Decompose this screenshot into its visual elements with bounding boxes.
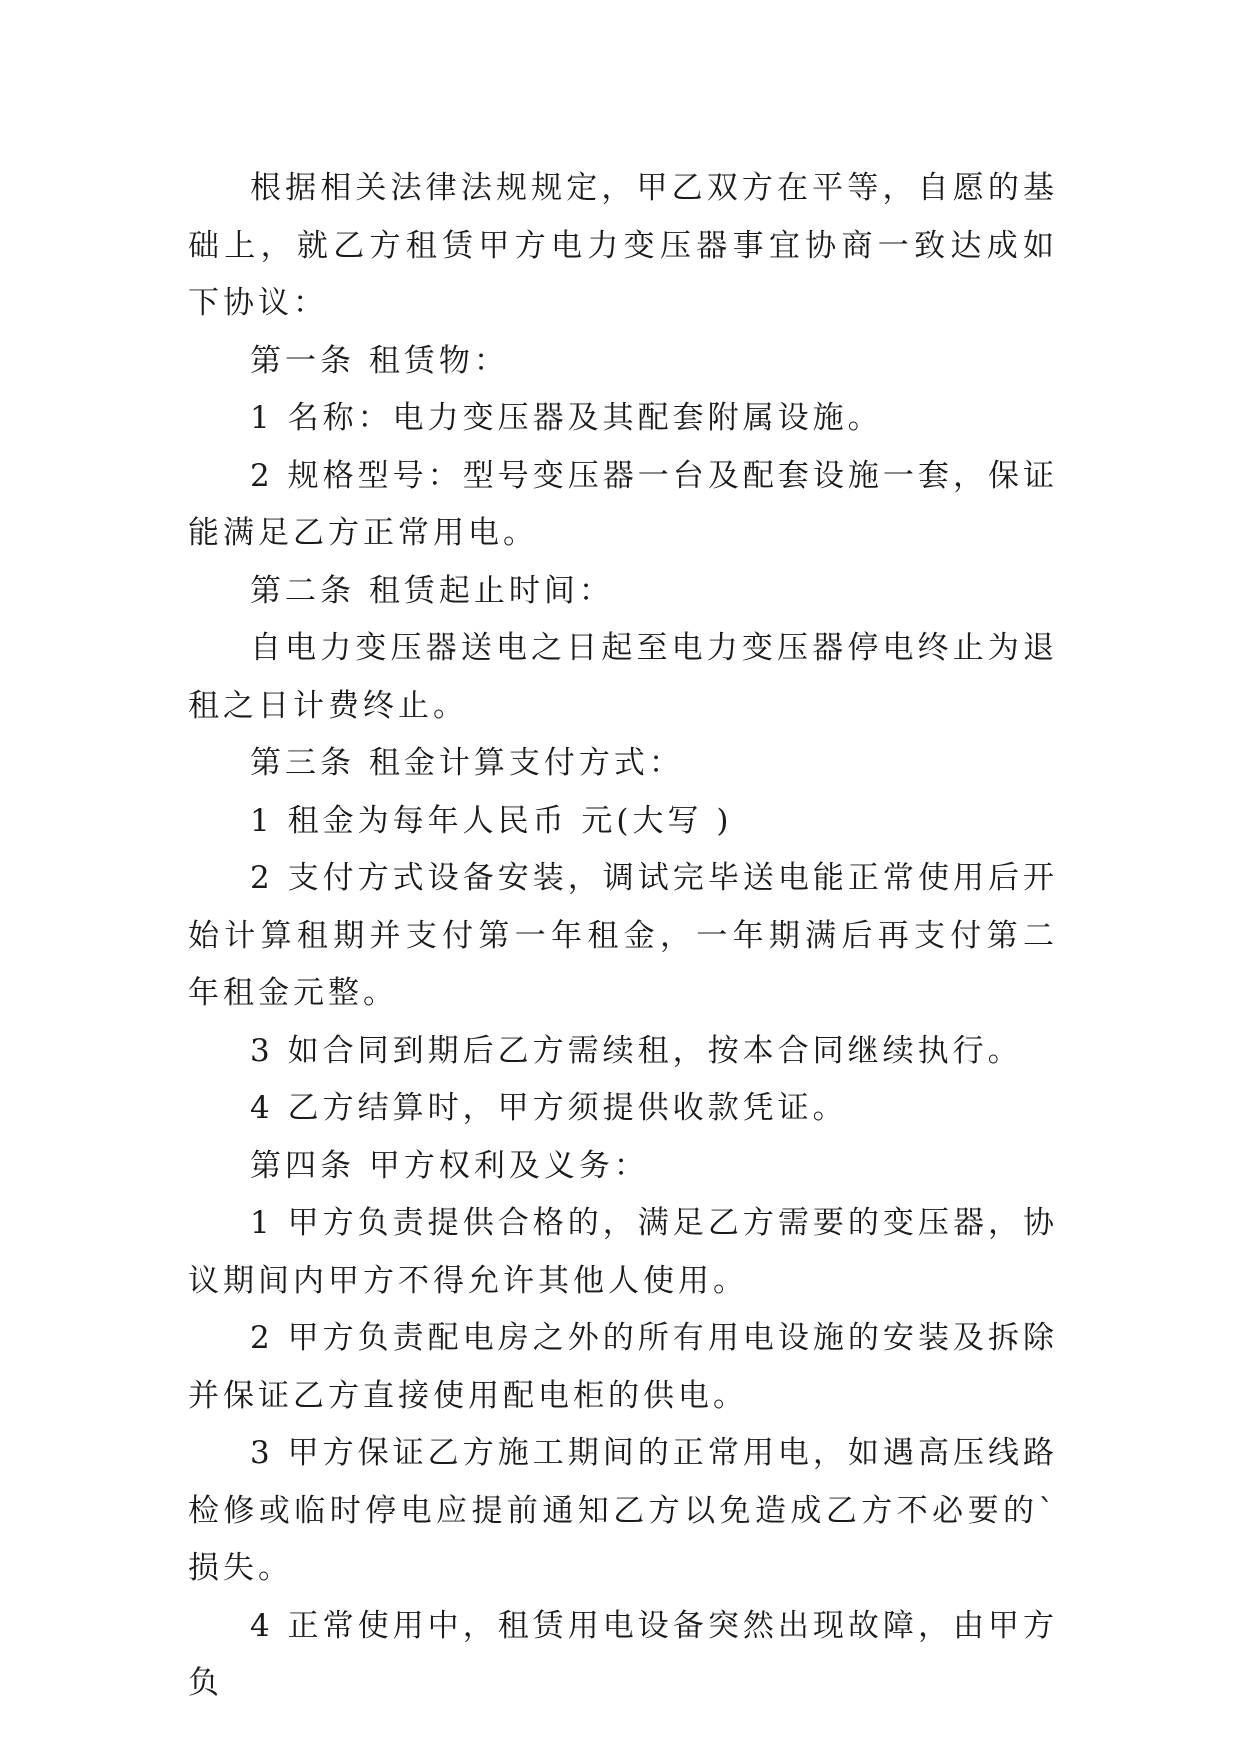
article-3-item-2: 2 支付方式设备安装，调试完毕送电能正常使用后开始计算租期并支付第一年租金，一年期满后再支付第二年租金元整。 [188,860,1058,1011]
article-4-item-1: 1 甲方负责提供合格的，满足乙方需要的变压器，协议期间内甲方不得允许其他人使用。 [188,1205,1058,1299]
paragraph-intro: 根据相关法律法规规定，甲乙双方在平等，自愿的基础上，就乙方租赁甲方电力变压器事宜协商一致达成如下协议： [188,170,1058,321]
article-3-item-1: 1 租金为每年人民币 元(大写 ) [250,802,733,839]
article-1-item-2: 2 规格型号：型号变压器一台及配套设施一套，保证能满足乙方正常用电。 [188,457,1058,551]
article-4-item-4: 4 正常使用中，租赁用电设备突然出现故障，由甲方负 [188,1607,1058,1701]
article-4-item-3: 3 甲方保证乙方施工期间的正常用电，如遇高压线路检修或临时停电应提前通知乙方以免造成乙方不必要的`损失。 [188,1435,1058,1586]
article-1-heading: 第一条 租赁物： [250,342,509,379]
article-4-heading: 第四条 甲方权利及义务： [250,1147,649,1184]
article-3-item-4: 4 乙方结算时，甲方须提供收款凭证。 [250,1090,848,1126]
article-4-item-2: 2 甲方负责配电房之外的所有用电设施的安装及拆除并保证乙方直接使用配电柜的供电。 [188,1320,1058,1414]
article-3-heading: 第三条 租金计算支付方式： [250,745,684,781]
document-body [188,160,1058,1713]
article-3-item-3: 3 如合同到期后乙方需续租，按本合同继续执行。 [250,1032,1023,1069]
article-2-body: 自电力变压器送电之日起至电力变压器停电终止为退租之日计费终止。 [188,630,1058,724]
article-2-heading: 第二条 租赁起止时间： [250,572,614,609]
article-1-item-1: 1 名称：电力变压器及其配套附属设施。 [250,400,883,436]
